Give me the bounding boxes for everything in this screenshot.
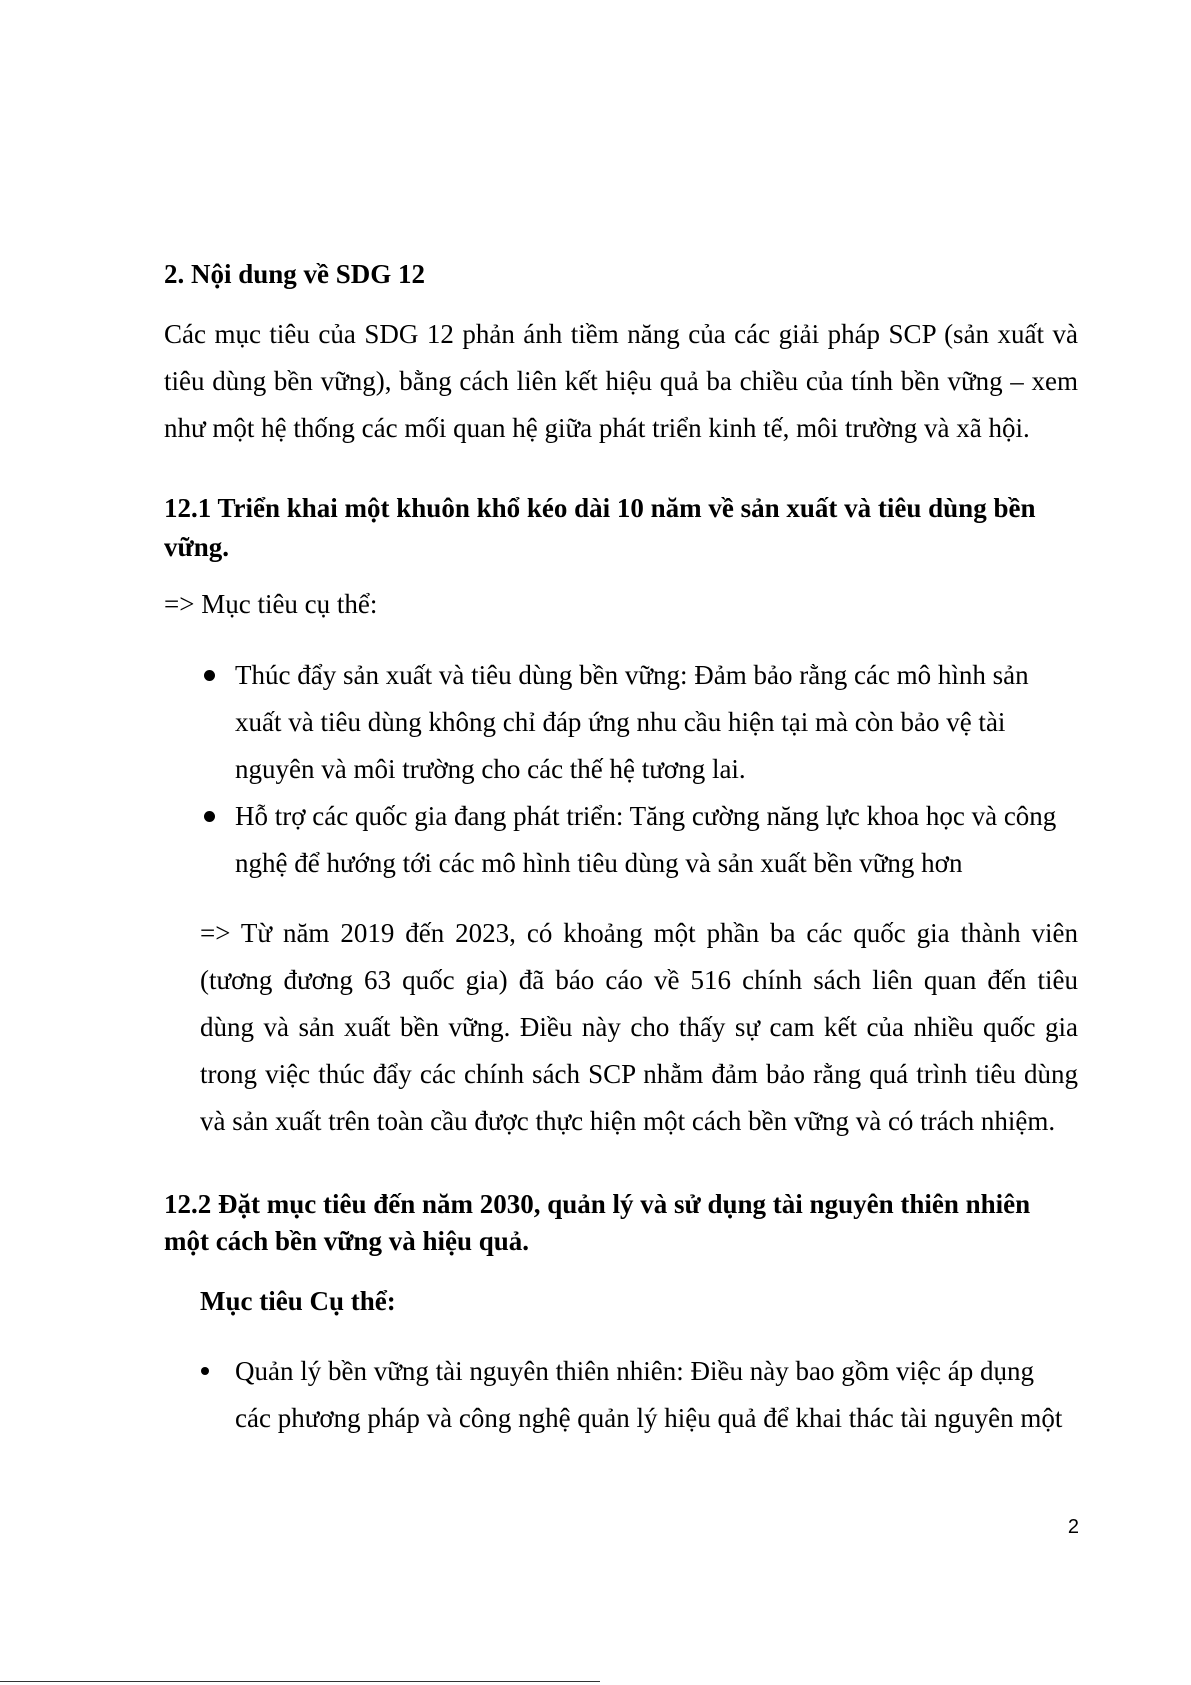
target-heading-line: vững. [164,532,229,562]
target-heading-line: 12.2 Đặt mục tiêu đến năm 2030, quản lý và sử dụng tài nguyên thiên nhiên [164,1189,1031,1219]
note-paragraph-line: và sản xuất trên toàn cầu được thực hiện một cách bền vững và có trách nhiệm. [200,1106,1056,1136]
note-paragraph-line: (tương đương 63 quốc gia) đã báo cáo về 516 chính sách liên quan đến tiêu [200,965,1078,995]
bullet-text-line: xuất và tiêu dùng không chỉ đáp ứng nhu cầu hiện tại mà còn bảo vệ tài [235,707,1006,737]
bullet-icon [201,1367,209,1375]
page-divider-line [0,1681,600,1682]
target-heading-line: một cách bền vững và hiệu quả. [164,1226,530,1256]
bullet-icon [204,670,215,681]
note-paragraph-line: trong việc thúc đẩy các chính sách SCP nhằm đảm bảo rằng quá trình tiêu dùng [200,1059,1078,1089]
page-number: 2 [1067,1516,1079,1538]
target-heading-line: 12.1 Triển khai một khuôn khổ kéo dài 10 năm về sản xuất và tiêu dùng bền [164,493,1036,523]
bullet-text-line: nguyên và môi trường cho các thế hệ tương lai. [235,754,746,784]
bullet-icon [204,811,215,822]
bullet-text-line: nghệ để hướng tới các mô hình tiêu dùng và sản xuất bền vững hơn [235,848,963,878]
specific-goals-label: Mục tiêu Cụ thể: [200,1286,396,1316]
section-heading: 2. Nội dung về SDG 12 [164,259,426,289]
bullet-text-line: Thúc đẩy sản xuất và tiêu dùng bền vững: Đảm bảo rằng các mô hình sản [235,660,1029,690]
intro-paragraph-line: như một hệ thống các mối quan hệ giữa phát triển kinh tế, môi trường và xã hội. [164,413,1030,443]
note-paragraph-line: dùng và sản xuất bền vững. Điều này cho thấy sự cam kết của nhiều quốc gia [200,1012,1078,1042]
bullet-text-line: Hỗ trợ các quốc gia đang phát triển: Tăng cường năng lực khoa học và công [235,801,1057,831]
bullet-text-line: Quản lý bền vững tài nguyên thiên nhiên: Điều này bao gồm việc áp dụng [235,1356,1034,1386]
intro-paragraph-line: tiêu dùng bền vững), bằng cách liên kết hiệu quả ba chiều của tính bền vững – xem [164,366,1078,396]
note-paragraph-line: => Từ năm 2019 đến 2023, có khoảng một phần ba các quốc gia thành viên [200,918,1078,948]
bullet-text-line: các phương pháp và công nghệ quản lý hiệu quả để khai thác tài nguyên một [235,1403,1063,1433]
intro-paragraph-line: Các mục tiêu của SDG 12 phản ánh tiềm năng của các giải pháp SCP (sản xuất và [164,319,1078,349]
specific-goals-label: => Mục tiêu cụ thể: [164,589,378,619]
